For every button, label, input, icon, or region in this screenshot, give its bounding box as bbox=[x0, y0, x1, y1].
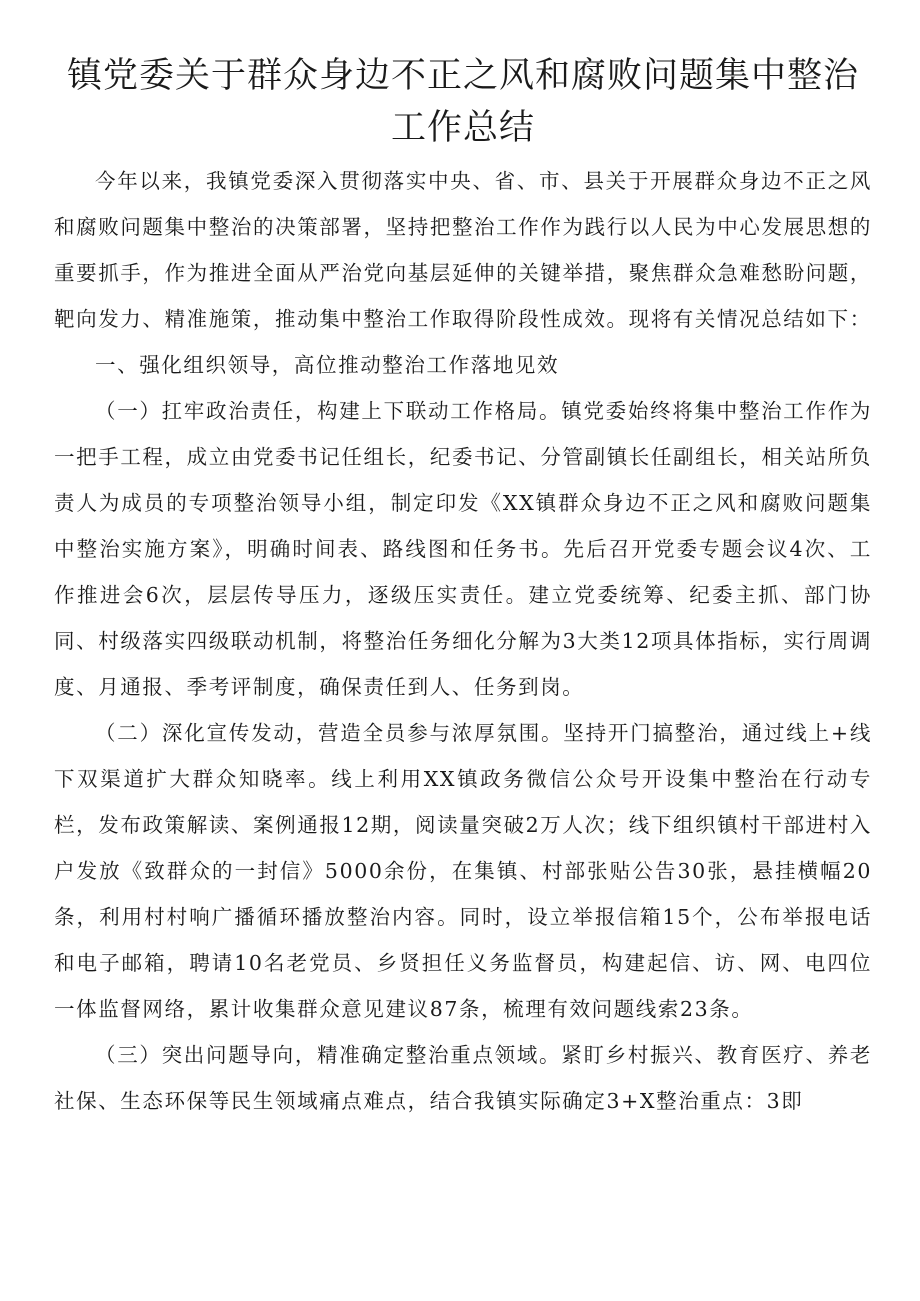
paragraph-item-2: （二）深化宣传发动，营造全员参与浓厚氛围。坚持开门搞整治，通过线上+线下双渠道扩大群众知晓率。线上利用XX镇政务微信公众号开设集中整治在行动专栏，发布政策解读、案例通报12期，阅读量突破2万人次；线下组织镇村干部进村入户发放《致群众的一封信》5000余份，在集镇、村部张贴公告30张，悬挂横幅20条，利用村村响广播循环播放整治内容。同时，设立举报信箱15个，公布举报电话和电子邮箱，聘请10名老党员、乡贤担任义务监督员，构建起信、访、网、电四位一体监督网络，累计收集群众意见建议87条，梳理有效问题线索23条。 bbox=[54, 721, 872, 1021]
intro-paragraph: 今年以来，我镇党委深入贯彻落实中央、省、市、县关于开展群众身边不正之风和腐败问题集中整治的决策部署，坚持把整治工作作为践行以人民为中心发展思想的重要抓手，作为推进全面从严治党向基层延伸的关键举措，聚焦群众急难愁盼问题，靶向发力、精准施策，推动集中整治工作取得阶段性成效。现将有关情况总结如下： bbox=[54, 169, 872, 331]
section-heading-1: 一、强化组织领导，高位推动整治工作落地见效 bbox=[95, 353, 560, 377]
document-title: 镇党委关于群众身边不正之风和腐败问题集中整治工作总结 bbox=[66, 56, 859, 148]
paragraph-item-3: （三）突出问题导向，精准确定整治重点领域。紧盯乡村振兴、教育医疗、养老社保、生态环保等民生领域痛点难点，结合我镇实际确定3+X整治重点：3即 bbox=[54, 1043, 872, 1113]
paragraph-item-1: （一）扛牢政治责任，构建上下联动工作格局。镇党委始终将集中整治工作作为一把手工程，成立由党委书记任组长，纪委书记、分管副镇长任副组长，相关站所负责人为成员的专项整治领导小组，制定印发《XX镇群众身边不正之风和腐败问题集中整治实施方案》，明确时间表、路线图和任务书。先后召开党委专题会议4次、工作推进会6次，层层传导压力，逐级压实责任。建立党委统筹、纪委主抓、部门协同、村级落实四级联动机制，将整治任务细化分解为3大类12项具体指标，实行周调度、月通报、季考评制度，确保责任到人、任务到岗。 bbox=[54, 399, 872, 699]
